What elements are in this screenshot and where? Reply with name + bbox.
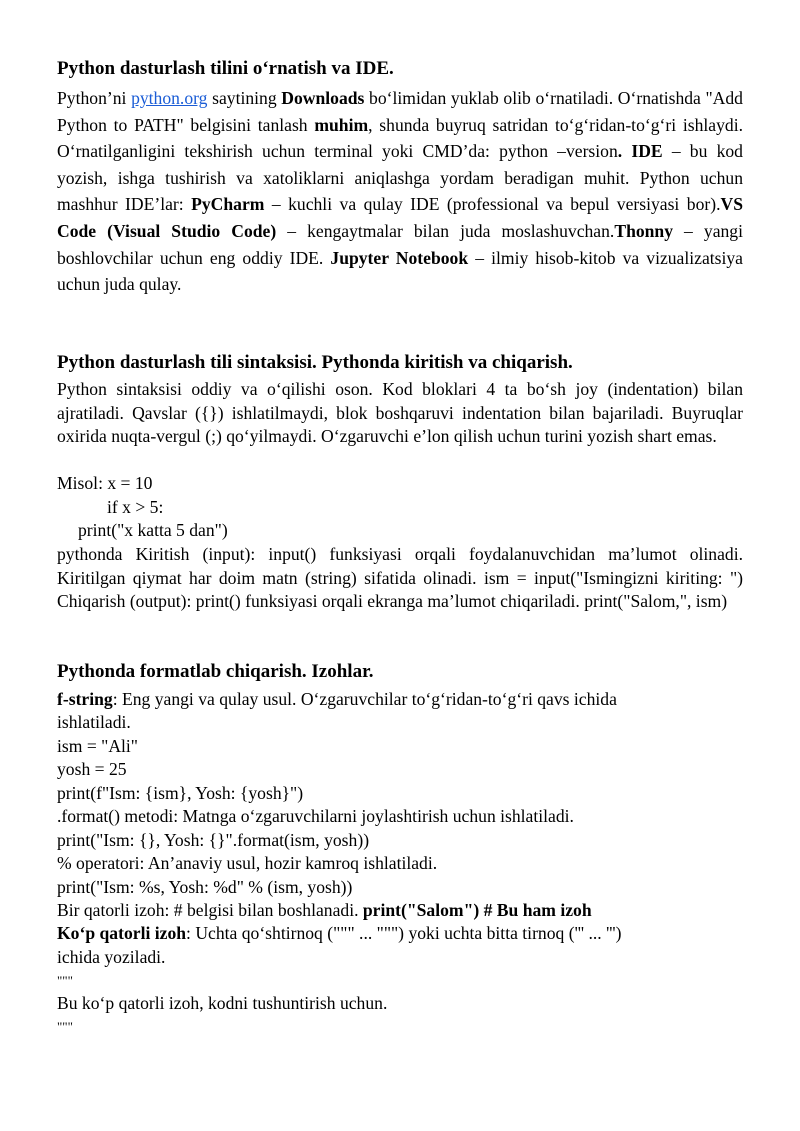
text: – ilmiy hisob-kitob va vizualizatsiya uchun juda qulay. — [57, 247, 743, 295]
bold-text: print("Salom") # Bu ham izoh — [362, 900, 592, 920]
bold-text: VS Code (Visual Studio Code) — [57, 194, 743, 241]
text: Bir qatorli izoh: # belgisi bilan boshlanadi. — [57, 900, 363, 920]
text-line: .format() metodi: Matnga o‘zgaruvchilarni joylashtirish uchun ishlatiladi. — [57, 806, 574, 826]
text: , shunda buyruq satridan to‘g‘ridan-to‘g‘ri ishlaydi. O‘rnatilganligini tekshirish uchun terminal yoki CMD’da: python –version — [57, 114, 743, 162]
text: – bu kod yozish, ishga tushirish va xatoliklarni aniqlashga yordam beradigan muhit. Python uchun mashhur IDE’lar: — [57, 141, 743, 215]
bold-text: f-string — [57, 689, 113, 709]
text: saytining — [207, 88, 282, 108]
python-org-link[interactable]: python.org — [131, 88, 208, 108]
bold-text: Ko‘p qatorli izoh — [57, 923, 187, 943]
text: : Eng yangi va qulay usul. O‘zgaruvchilar to‘g‘ridan-to‘g‘ri qavs ichida — [112, 689, 617, 709]
code-line: """ — [57, 1019, 73, 1034]
text-line — [57, 899, 592, 922]
text: bo‘limidan yuklab olib o‘rnatiladi. O‘rnatishda "Add Python to PATH" belgisini tanlash — [57, 88, 743, 135]
code-line: print("Ism: %s, Yosh: %d" % (ism, yosh)) — [57, 877, 353, 897]
text: – yangi boshlovchilar uchun eng oddiy IDE. — [57, 220, 743, 268]
paragraph-install — [57, 85, 743, 298]
text-line — [57, 922, 621, 945]
text-line: Bu ko‘p qatorli izoh, kodni tushuntirish uchun. — [57, 993, 388, 1013]
code-line: if x > 5: — [107, 497, 164, 517]
bold-text: Jupyter Notebook — [330, 247, 469, 268]
bold-text: muhim — [314, 114, 369, 135]
text-line: ishlatiladi. — [57, 712, 131, 732]
text-line — [57, 688, 617, 711]
section-title-format: Pythonda formatlab chiqarish. Izohlar. — [57, 661, 374, 682]
code-line: print(f"Ism: {ism}, Yosh: {yosh}") — [57, 783, 304, 803]
text-line: % operatori: An’anaviy usul, hozir kamroq ishlatiladi. — [57, 853, 438, 873]
text: Python’ni — [57, 88, 132, 108]
bold-text: Thonny — [614, 220, 674, 241]
text: – kengaytmalar bilan juda moslashuvchan. — [276, 220, 615, 241]
code-line: print("x katta 5 dan") — [78, 520, 228, 540]
bold-text: Downloads — [281, 88, 365, 108]
bold-text: . IDE — [617, 141, 663, 162]
code-line: """ — [57, 973, 73, 988]
paragraph-syntax: Python sintaksisi oddiy va o‘qilishi oson. Kod bloklari 4 ta bo‘sh joy (indentation) bilan ajratiladi. Qavslar ({}) ishlatilmaydi, blok boshqaruvi indentation bilan bajariladi. Buyruqlar oxirida nuqta-vergul (;) qo‘yilmaydi. O‘zgaruvchi e’lon qilish uchun turini yozish shart emas. — [57, 379, 743, 447]
text: – kuchli va qulay IDE (professional va bepul versiyasi bor). — [264, 194, 721, 215]
bold-text: PyCharm — [191, 194, 265, 215]
code-line: print("Ism: {}, Yosh: {}".format(ism, yosh)) — [57, 830, 370, 850]
paragraph-io: pythonda Kiritish (input): input() funksiyasi orqali foydalanuvchidan ma’lumot olinadi. Kiritilgan qiymat har doim matn (string) sifatida olinadi. ism = input("Ismingizni kiriting: ") Chiqarish (output): print() funksiyasi orqali ekranga ma’lumot chiqariladi. print("Salom,", ism) — [57, 544, 743, 612]
code-line: ism = "Ali" — [57, 736, 138, 756]
section-title-install: Python dasturlash tilini o‘rnatish va IDE. — [57, 58, 394, 79]
code-line: yosh = 25 — [57, 759, 127, 779]
text: : Uchta qo‘shtirnoq (""" ... """) yoki uchta bitta tirnoq (''' ... ''') — [186, 923, 622, 943]
section-title-syntax: Python dasturlash tili sintaksisi. Pythonda kiritish va chiqarish. — [57, 352, 573, 373]
text-line: ichida yoziladi. — [57, 947, 166, 967]
code-line: Misol: x = 10 — [57, 473, 153, 493]
